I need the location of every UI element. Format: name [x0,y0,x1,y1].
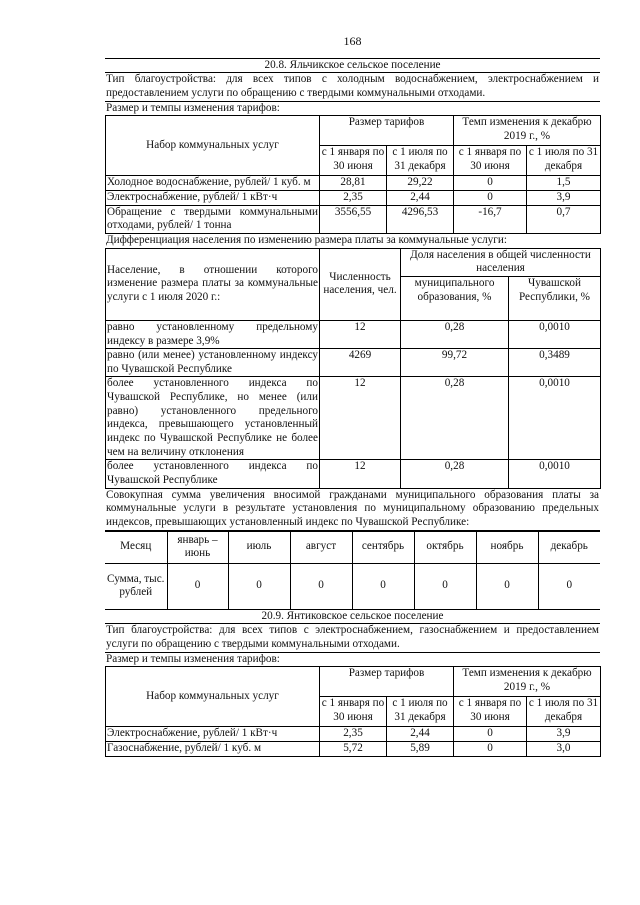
s1-th-p3: с 1 января по 30 июня [454,146,527,176]
month-header: август [290,531,352,563]
s1-th-services: Набор коммунальных услуг [106,116,320,176]
document-page [105,34,600,757]
s1-th-share: Доля населения в общей численности населения [401,248,601,276]
s2-th-p4: с 1 июля по 31 декабря [527,697,601,727]
table-row: Электроснабжение, рублей/ 1 кВт·ч 2,35 2,44 0 3,9 [106,727,601,742]
section-heading-20-8: 20.8. Яльчикское сельское поселение [105,58,600,74]
s1-th-rep: Чувашской Республики, % [509,276,601,320]
s1-tariff-table [105,115,601,234]
s1-th-mun: муниципального образования, % [401,276,509,320]
s1-th-pop: Население, в отношении которого изменение размера платы за коммунальные услуги с 1 июля 2020 г.: [106,248,320,320]
s1-th-rate: Темп изменения к декабрю 2019 г., % [454,116,601,146]
s2-th-rate: Темп изменения к декабрю 2019 г., % [454,667,601,697]
s2-th-p1: с 1 января по 30 июня [320,697,387,727]
month-header: декабрь [538,531,600,563]
s1-th-p2: с 1 июля по 31 декабря [387,146,454,176]
table-row: Обращение с твердыми коммунальными отходами, рублей/ 1 тонна 3556,55 4296,53 -16,7 0,7 [106,205,601,233]
s2-th-size: Размер тарифов [320,667,454,697]
table-row: более установленного индекса по Чувашской Республике 12 0,28 0,0010 [106,460,601,488]
s2-tariffs-caption: Размер и темпы изменения тарифов: [106,652,280,665]
month-header: сентябрь [352,531,414,563]
table-row: Газоснабжение, рублей/ 1 куб. м 5,72 5,89 0 3,0 [106,741,601,756]
table-row: Холодное водоснабжение, рублей/ 1 куб. м 28,81 29,22 0 1,5 [106,176,601,191]
s1-th-num: Численность населения, чел. [320,248,401,320]
table-row: Сумма, тыс. рублей 0 0 0 0 0 0 0 [105,563,600,609]
month-header: октябрь [414,531,476,563]
s2-th-p3: с 1 января по 30 июня [454,697,527,727]
month-header: ноябрь [476,531,538,563]
table-row: равно установленному предельному индексу в размере 3,9% 12 0,28 0,0010 [106,320,601,348]
month-header: январь – июнь [167,531,228,563]
month-header: июль [228,531,290,563]
table-row: Электроснабжение, рублей/ 1 кВт·ч 2,35 2,44 0 3,9 [106,190,601,205]
s1-th-p1: с 1 января по 30 июня [320,146,387,176]
s1-months-table [105,531,600,610]
s1-diff-caption: Дифференциация населения по изменению размера платы за коммунальные услуги: [106,233,507,246]
s1-type-text: Тип благоустройства: для всех типов с холодным водоснабжением, электроснабжением и предоставлением услуги по обращению с твердыми коммунальными отходами. [105,73,600,101]
s1-sum-text: Совокупная сумма увеличения вносимой гражданами муниципального образования платы за коммунальные услуги в результате установления по муниципальному образованию предельных индексов, превышающих установленный индекс по Чувашской Республике: [105,489,600,531]
s2-type-text: Тип благоустройства: для всех типов с электроснабжением, газоснабжением и предоставлением услуги по обращению с твердыми коммунальными отходами. [105,624,600,652]
s1-tariffs-caption: Размер и темпы изменения тарифов: [106,101,280,114]
s1-th-month: Месяц [105,531,167,563]
s1-th-p4: с 1 июля по 31 декабря [527,146,601,176]
s2-th-p2: с 1 июля по 31 декабря [387,697,454,727]
table-row: более установленного индекса по Чувашской Республике, но менее (или равно) установленного предельного индекса, превышающего установленный индекс по Чувашской Республике не более чем на величину отклонения 12 0,28 0,0010 [106,377,601,460]
s2-th-services: Набор коммунальных услуг [106,667,320,727]
s1-diff-table [105,248,601,489]
section-heading-20-9: 20.9. Янтиковское сельское поселение [105,610,600,625]
page-number: 168 [343,34,362,48]
table-row: равно (или менее) установленному индексу по Чувашской Республике 4269 99,72 0,3489 [106,349,601,377]
s2-tariff-table [105,666,601,756]
s1-row-label: Сумма, тыс. рублей [105,563,167,609]
s1-th-size: Размер тарифов [320,116,454,146]
